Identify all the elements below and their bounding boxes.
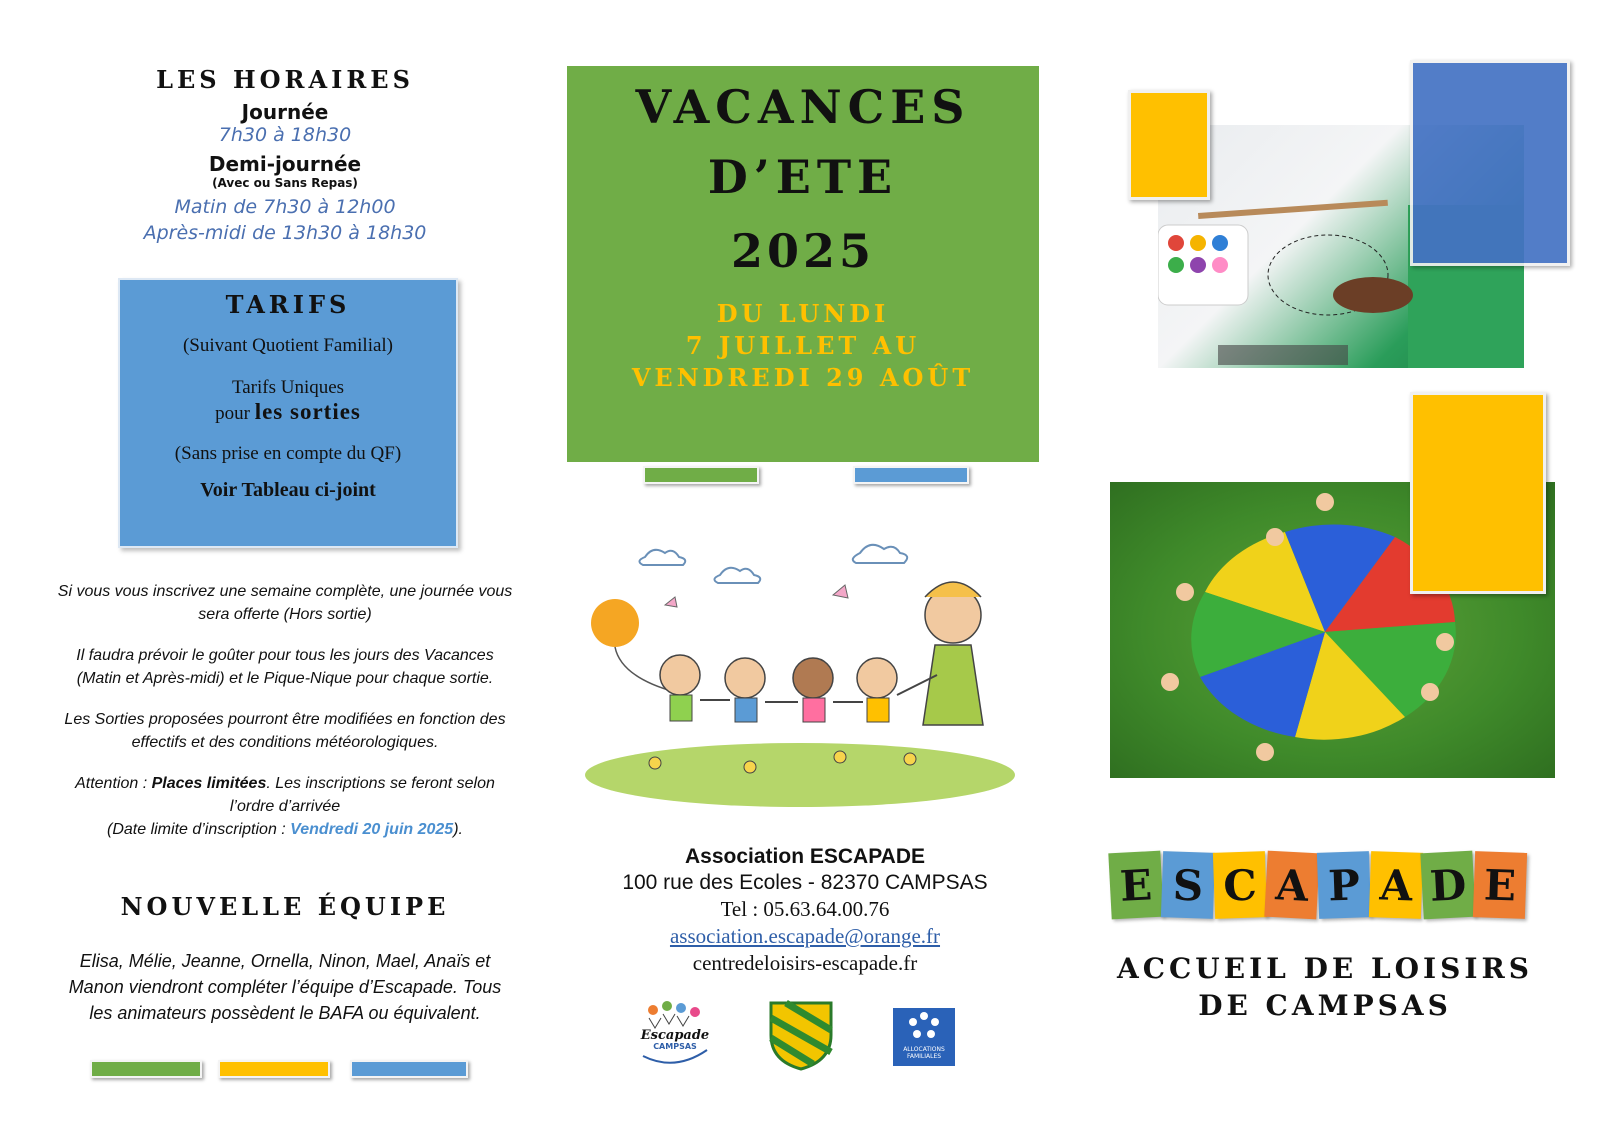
yellow-square-decor-2 bbox=[1410, 392, 1546, 594]
caf-logo bbox=[893, 1008, 955, 1066]
blue-square-decor bbox=[1410, 60, 1570, 266]
tarifs-box bbox=[118, 278, 458, 548]
escapade-logo bbox=[635, 1000, 715, 1066]
escapade-logo-sub: CAMPSAS bbox=[653, 1042, 697, 1051]
note-gouter: Il faudra prévoir le goûter pour tous les jours des Vacances (Matin et Après-midi) et le Pique-Nique pour chaque sortie. bbox=[76, 647, 494, 687]
blue-bar-decor bbox=[350, 1060, 468, 1078]
tarifs-sans-qf: (Sans prise en compte du QF) bbox=[174, 443, 402, 464]
tarifs-title: TARIFS bbox=[225, 290, 351, 319]
note-attention bbox=[55, 772, 515, 841]
hero-year: 2025 bbox=[730, 224, 876, 278]
hero-date-2: 7 JUILLET AU bbox=[685, 331, 921, 360]
association-address: 100 rue des Ecoles - 82370 CAMPSAS bbox=[622, 871, 988, 894]
kids-illustration bbox=[585, 535, 1020, 810]
cloud-icon bbox=[853, 545, 907, 563]
cloud-icon bbox=[714, 568, 760, 583]
hero-date-3: VENDREDI 29 AOÛT bbox=[631, 363, 975, 392]
hero-dates bbox=[567, 298, 1039, 394]
butterfly-icon bbox=[665, 585, 848, 607]
child-icon bbox=[857, 658, 897, 698]
journee-label: Journée bbox=[241, 100, 329, 124]
brand-letter-tile: C bbox=[1213, 851, 1267, 919]
campsas-shield-icon bbox=[768, 1000, 834, 1072]
hero-vacances: VACANCES bbox=[635, 80, 971, 134]
note-sorties: Les Sorties proposées pourront être modifiées en fonction des effectifs et des conditions météorologiques. bbox=[64, 711, 506, 751]
note-attention-prefix: Attention : bbox=[75, 775, 152, 792]
green-bar-decor bbox=[90, 1060, 202, 1078]
caf-logo-icon bbox=[893, 1008, 955, 1048]
hero-date-1: DU LUNDI bbox=[716, 299, 890, 328]
equipe-text: Elisa, Mélie, Jeanne, Ornella, Ninon, Mael, Anaïs et Manon viendront compléter l’équipe d’Escapade. Tous les animateurs possèdent le BAFA ou équivalent. bbox=[68, 951, 502, 1023]
association-name: Association ESCAPADE bbox=[685, 845, 925, 868]
demi-journee-note: (Avec ou Sans Repas) bbox=[212, 176, 358, 190]
cloud-icon bbox=[639, 550, 685, 565]
balloon-icon bbox=[591, 599, 639, 647]
equipe-title: NOUVELLE ÉQUIPE bbox=[120, 892, 450, 921]
tarifs-sorties-bold: les sorties bbox=[254, 399, 361, 424]
tarifs-sorties-prefix: pour bbox=[215, 403, 250, 424]
caf-logo-text: ALLOCATIONS FAMILIALES bbox=[903, 1046, 945, 1060]
brand-letter-tile: E bbox=[1473, 851, 1527, 919]
tarifs-uniques: Tarifs Uniques bbox=[231, 377, 345, 398]
child-icon bbox=[725, 658, 765, 698]
hero-box bbox=[567, 66, 1039, 462]
tarifs-qf: (Suivant Quotient Familial) bbox=[182, 335, 394, 356]
matin-time: Matin de 7h30 à 12h00 bbox=[174, 196, 396, 218]
info-notes bbox=[55, 580, 515, 859]
note-places-limitees: Places limitées bbox=[151, 775, 267, 792]
demi-journee-label: Demi-journée bbox=[208, 152, 362, 176]
accueil-title: ACCUEIL DE LOISIRS DE CAMPSAS bbox=[1117, 952, 1533, 1022]
tarifs-voir-tableau: Voir Tableau ci-joint bbox=[200, 479, 376, 501]
note-attention-rest: . Les inscriptions se feront selon l’ordre d’arrivée bbox=[229, 775, 495, 815]
brand-letter-tile: P bbox=[1317, 851, 1371, 919]
brand-letter-tile: A bbox=[1369, 851, 1423, 919]
apres-midi-time: Après-midi de 13h30 à 18h30 bbox=[143, 222, 427, 244]
brand-letter-tile: D bbox=[1420, 851, 1475, 920]
brand-letter-tile: E bbox=[1108, 851, 1163, 920]
tarifs-sorties bbox=[120, 399, 456, 425]
association-tel: Tel : 05.63.64.00.76 bbox=[720, 897, 890, 921]
contact-section bbox=[580, 845, 1030, 976]
grass-hill bbox=[585, 743, 1015, 807]
horaires-title: LES HORAIRES bbox=[156, 65, 414, 94]
child-icon bbox=[660, 655, 700, 695]
brand-letter-tile: A bbox=[1264, 851, 1319, 920]
note-date-limite: Vendredi 20 juin 2025 bbox=[290, 821, 454, 838]
horaires-section bbox=[50, 55, 520, 244]
association-website[interactable]: centredeloisirs-escapade.fr bbox=[692, 951, 918, 975]
child-icon bbox=[793, 658, 833, 698]
yellow-square-decor bbox=[1128, 90, 1210, 200]
association-email-link[interactable]: association.escapade@orange.fr bbox=[669, 924, 941, 948]
hero-ete: D’ETE bbox=[707, 150, 899, 204]
note-date-prefix: (Date limite d’inscription : bbox=[107, 821, 291, 838]
note-semaine: Si vous vous inscrivez une semaine complète, une journée vous sera offerte (Hors sortie) bbox=[57, 583, 513, 623]
escapade-logo-text: Escapade bbox=[640, 1028, 710, 1043]
escapade-brand bbox=[1110, 852, 1526, 918]
blue-bar-decor-2 bbox=[853, 466, 969, 484]
note-date-suffix: ). bbox=[453, 821, 463, 838]
green-bar-decor-2 bbox=[643, 466, 759, 484]
journee-time: 7h30 à 18h30 bbox=[218, 124, 352, 146]
brand-letter-tile: S bbox=[1161, 851, 1215, 919]
yellow-bar-decor bbox=[218, 1060, 330, 1078]
